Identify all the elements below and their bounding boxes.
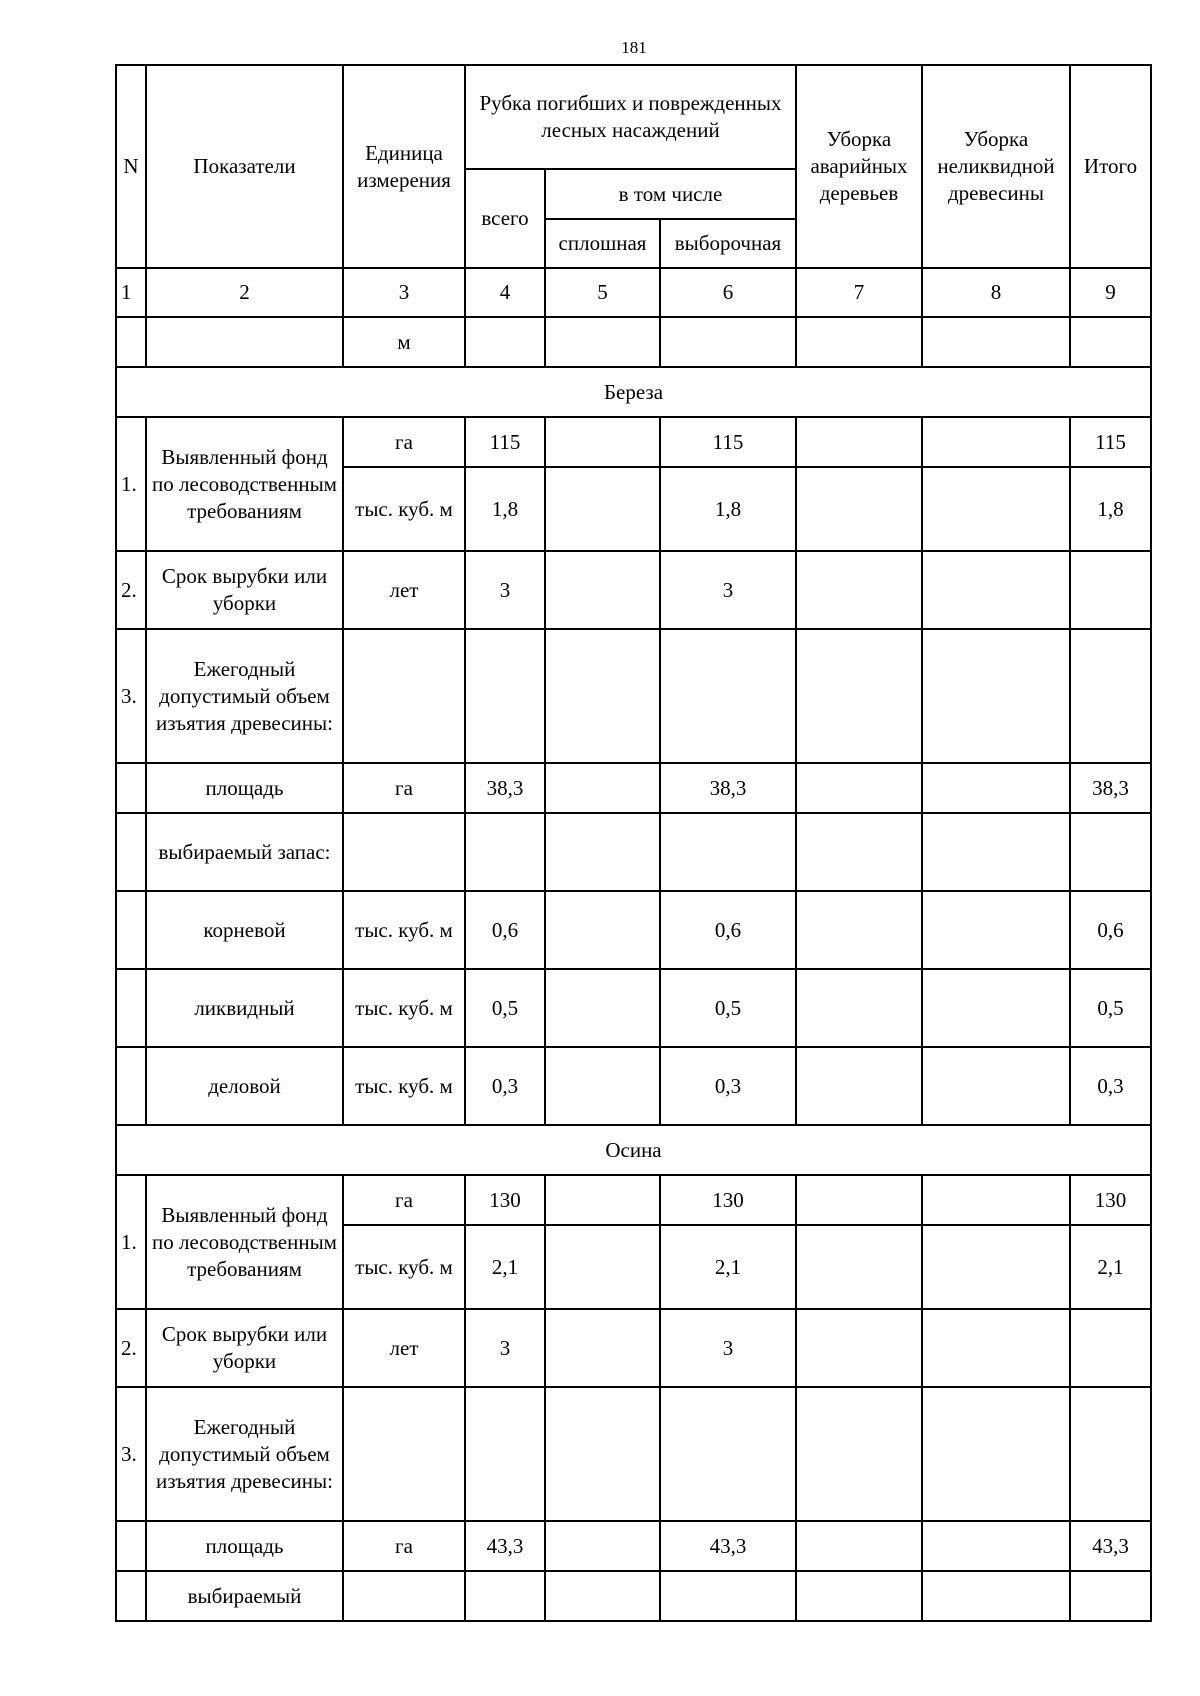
unit-cell: га: [343, 1521, 465, 1571]
column-numbers-row: [116, 268, 1151, 317]
table-row: [116, 1571, 1151, 1621]
row-number: 3.: [116, 1387, 146, 1521]
col-number: 2: [146, 268, 343, 317]
table-row: [116, 1309, 1151, 1387]
table-row: [116, 417, 1151, 467]
unit-cell: га: [343, 417, 465, 467]
header-felling: Рубка погибших и поврежденных лесных насаждений: [465, 65, 796, 169]
value-cell: 1,8: [465, 467, 545, 551]
indicator-label: Выявленный фонд по лесоводственным требованиям: [146, 417, 343, 551]
indicator-label: деловой: [146, 1047, 343, 1125]
value-cell: 38,3: [660, 763, 796, 813]
value-cell: 2,1: [1070, 1225, 1151, 1309]
value-cell: 2,1: [660, 1225, 796, 1309]
value-cell: 3: [465, 551, 545, 629]
table-row: [116, 551, 1151, 629]
value-cell: 0,3: [660, 1047, 796, 1125]
table-row: [116, 891, 1151, 969]
section-birch: [116, 367, 1151, 417]
value-cell: 3: [660, 1309, 796, 1387]
header-indicators: Показатели: [146, 65, 343, 268]
header-emergency-trees: Уборка аварийных деревьев: [796, 65, 922, 268]
value-cell: 38,3: [1070, 763, 1151, 813]
value-cell: 3: [465, 1309, 545, 1387]
col-number: 4: [465, 268, 545, 317]
unit-cell: га: [343, 1175, 465, 1225]
unit-cell: лет: [343, 551, 465, 629]
value-cell: 115: [465, 417, 545, 467]
value-cell: 130: [1070, 1175, 1151, 1225]
value-cell: 0,6: [660, 891, 796, 969]
section-title: Береза: [116, 367, 1151, 417]
row-number: 1.: [116, 1175, 146, 1309]
value-cell: 2,1: [465, 1225, 545, 1309]
unit-cell: тыс. куб. м: [343, 467, 465, 551]
indicator-label: Срок вырубки или уборки: [146, 1309, 343, 1387]
header-itogo: Итого: [1070, 65, 1151, 268]
col-number: 3: [343, 268, 465, 317]
carry-over-row: [116, 317, 1151, 367]
col-number: 7: [796, 268, 922, 317]
value-cell: 1,8: [660, 467, 796, 551]
section-aspen: [116, 1125, 1151, 1175]
header-unit: Единица измерения: [343, 65, 465, 268]
value-cell: 0,3: [465, 1047, 545, 1125]
header-including: в том числе: [545, 169, 796, 219]
indicator-label: ликвидный: [146, 969, 343, 1047]
value-cell: 0,5: [660, 969, 796, 1047]
header-clear: сплошная: [545, 219, 660, 268]
value-cell: 130: [660, 1175, 796, 1225]
col-number: 6: [660, 268, 796, 317]
row-number: 1.: [116, 417, 146, 551]
col-number: 9: [1070, 268, 1151, 317]
table-row: [116, 1387, 1151, 1521]
section-title: Осина: [116, 1125, 1151, 1175]
header-illiquid-wood: Уборка неликвидной древесины: [922, 65, 1070, 268]
value-cell: 3: [660, 551, 796, 629]
table-row: [116, 813, 1151, 891]
table-row: [116, 969, 1151, 1047]
value-cell: 43,3: [465, 1521, 545, 1571]
unit-cell: м: [343, 317, 465, 367]
row-number: 2.: [116, 1309, 146, 1387]
header-row-1: [116, 65, 1151, 169]
indicator-label: Ежегодный допустимый объем изъятия древесины:: [146, 1387, 343, 1521]
row-number: 3.: [116, 629, 146, 763]
value-cell: 115: [660, 417, 796, 467]
unit-cell: лет: [343, 1309, 465, 1387]
forest-felling-table: [115, 64, 1152, 1622]
col-number: 1: [116, 268, 146, 317]
unit-cell: тыс. куб. м: [343, 1047, 465, 1125]
table-row: [116, 629, 1151, 763]
value-cell: 0,5: [465, 969, 545, 1047]
col-number: 8: [922, 268, 1070, 317]
value-cell: 130: [465, 1175, 545, 1225]
indicator-label: Срок вырубки или уборки: [146, 551, 343, 629]
unit-cell: тыс. куб. м: [343, 891, 465, 969]
row-number: 2.: [116, 551, 146, 629]
page-number: 181: [621, 38, 647, 57]
unit-cell: тыс. куб. м: [343, 969, 465, 1047]
table-row: [116, 1175, 1151, 1225]
indicator-label: площадь: [146, 763, 343, 813]
value-cell: 0,5: [1070, 969, 1151, 1047]
header-n: N: [116, 65, 146, 268]
indicator-label: выбираемый запас:: [146, 813, 343, 891]
indicator-label: Ежегодный допустимый объем изъятия древесины:: [146, 629, 343, 763]
value-cell: 43,3: [660, 1521, 796, 1571]
header-selective: выборочная: [660, 219, 796, 268]
value-cell: 38,3: [465, 763, 545, 813]
indicator-label: площадь: [146, 1521, 343, 1571]
value-cell: 43,3: [1070, 1521, 1151, 1571]
value-cell: 0,6: [465, 891, 545, 969]
value-cell: 0,6: [1070, 891, 1151, 969]
table-row: [116, 1521, 1151, 1571]
header-total-all: всего: [465, 169, 545, 268]
value-cell: 115: [1070, 417, 1151, 467]
indicator-label: Выявленный фонд по лесоводственным требованиям: [146, 1175, 343, 1309]
indicator-label: корневой: [146, 891, 343, 969]
value-cell: 0,3: [1070, 1047, 1151, 1125]
table-row: [116, 763, 1151, 813]
table-row: [116, 1047, 1151, 1125]
value-cell: 1,8: [1070, 467, 1151, 551]
unit-cell: тыс. куб. м: [343, 1225, 465, 1309]
col-number: 5: [545, 268, 660, 317]
indicator-label: выбираемый: [146, 1571, 343, 1621]
unit-cell: га: [343, 763, 465, 813]
